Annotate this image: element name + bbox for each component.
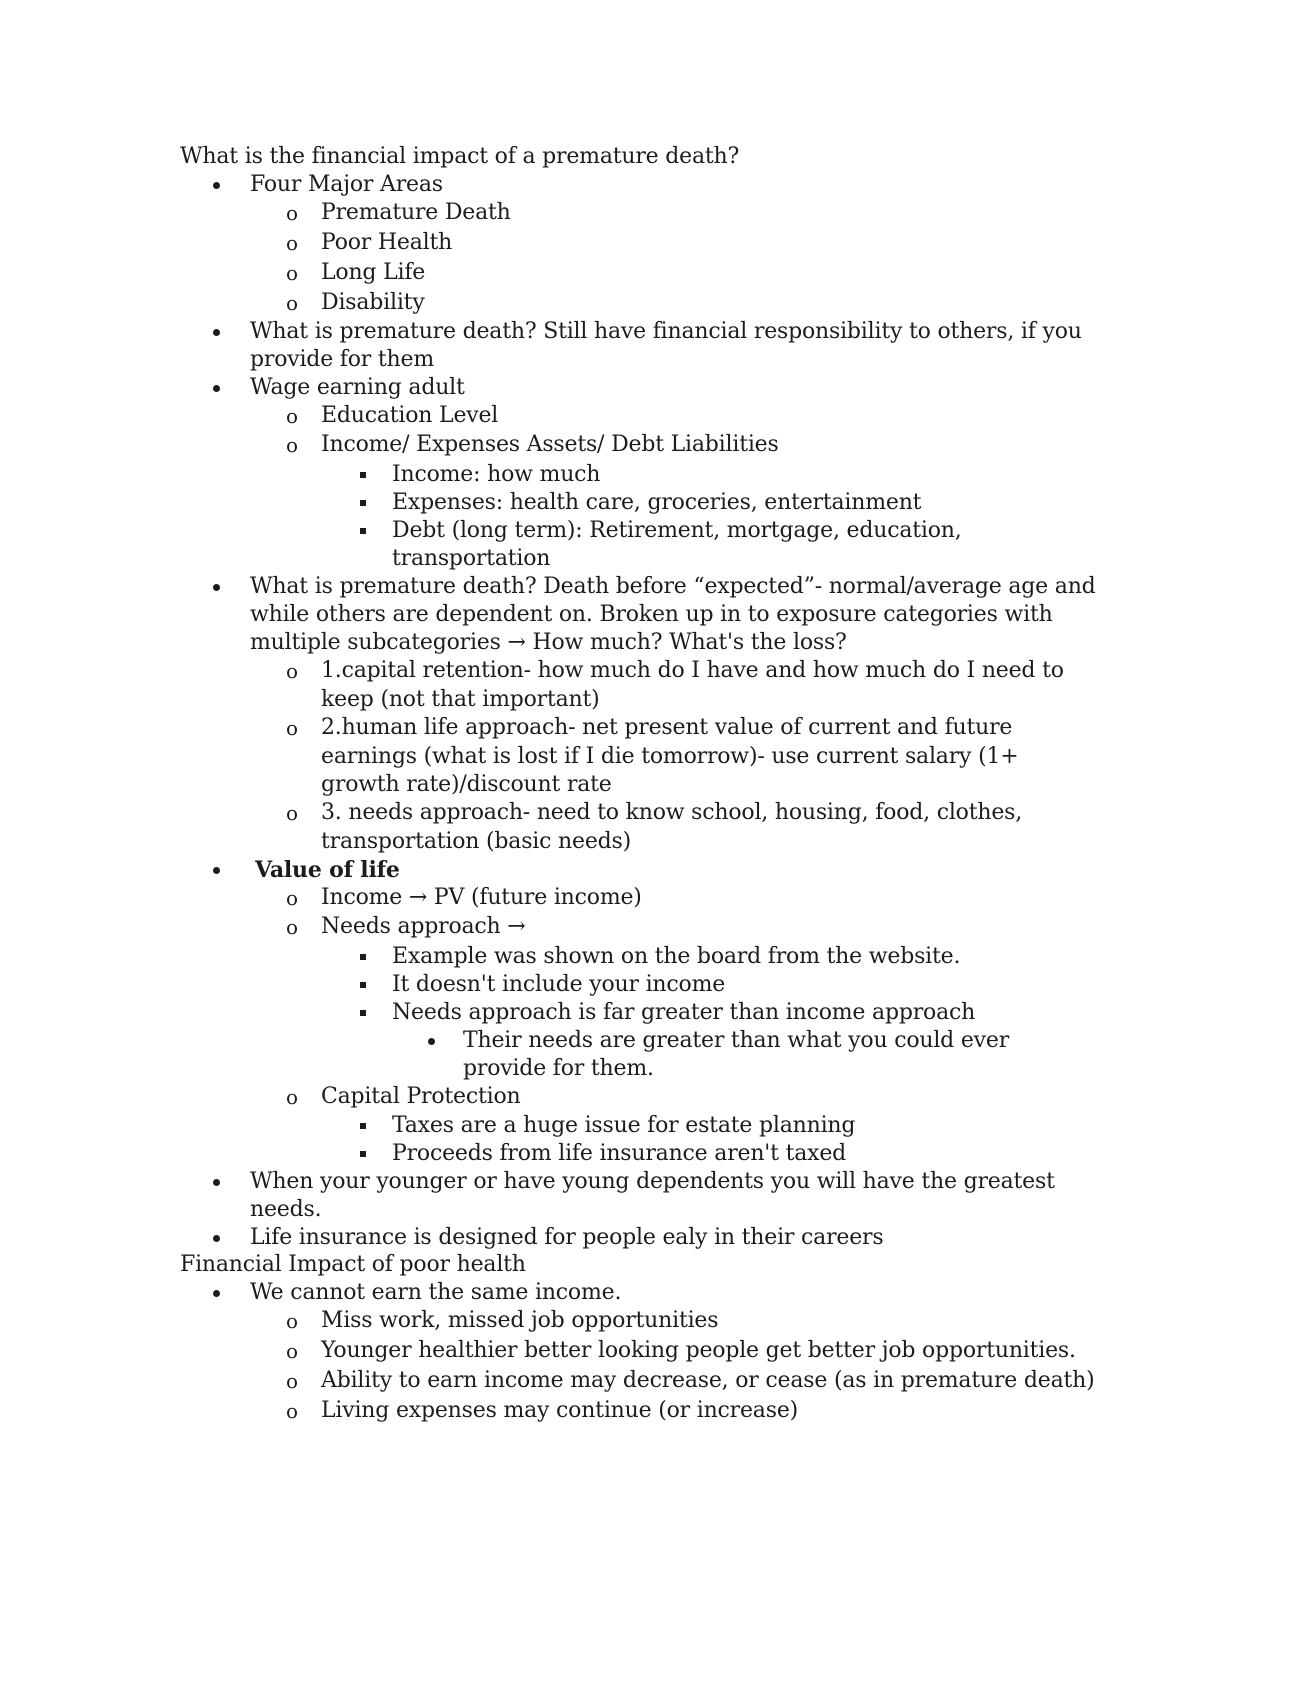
bullet-text: Four Major Areas: [250, 172, 443, 197]
section-title: Financial Impact of poor health: [180, 1252, 526, 1277]
list-item: transportation (basic needs): [321, 829, 632, 854]
list-item: Long Life: [321, 260, 426, 285]
list-item: Poor Health: [321, 230, 453, 255]
list-item: Income → PV (future income): [321, 885, 642, 910]
bullet-circle: o: [286, 801, 298, 825]
list-item: Ability to earn income may decrease, or cease (as in premature death): [321, 1368, 1095, 1393]
list-item: Income: how much: [392, 462, 601, 487]
list-item: Needs approach is far greater than income approach: [392, 1000, 976, 1025]
list-item: earnings (what is lost if I die tomorrow)- use current salary (1+: [321, 744, 1019, 769]
list-item: 3. needs approach- need to know school, housing, food, clothes,: [321, 800, 1023, 825]
list-item: keep (not that important): [321, 687, 600, 712]
bullet-circle: o: [286, 404, 298, 428]
list-item: growth rate)/discount rate: [321, 772, 612, 797]
list-item: 1.capital retention- how much do I have and how much do I need to: [321, 658, 1064, 683]
list-item: Education Level: [321, 403, 499, 428]
bullet-circle: o: [286, 231, 298, 255]
list-item: Debt (long term): Retirement, mortgage, education,: [392, 518, 962, 543]
list-item: Needs approach →: [321, 914, 526, 939]
bullet-circle: o: [286, 886, 298, 910]
list-item: provide for them.: [463, 1056, 654, 1081]
bullet-circle: o: [286, 1085, 298, 1109]
list-item: Their needs are greater than what you could ever: [463, 1028, 1010, 1053]
bullet-text: needs.: [250, 1197, 322, 1222]
bullet-text: When your younger or have young dependents you will have the greatest: [250, 1169, 1055, 1194]
bullet-circle: o: [286, 1369, 298, 1393]
bullet-circle: o: [286, 1339, 298, 1363]
list-item: transportation: [392, 546, 551, 571]
list-item: Disability: [321, 290, 425, 315]
bullet-text: provide for them: [250, 347, 434, 372]
bullet-text: Wage earning adult: [250, 375, 465, 400]
list-item: Premature Death: [321, 200, 511, 225]
bullet-text: We cannot earn the same income.: [250, 1280, 622, 1305]
bullet-circle: o: [286, 261, 298, 285]
bullet-circle: o: [286, 716, 298, 740]
bullet-circle: o: [286, 915, 298, 939]
bullet-text: multiple subcategories → How much? What's the loss?: [250, 630, 847, 655]
list-item: Miss work, missed job opportunities: [321, 1308, 719, 1333]
list-item: Younger healthier better looking people get better job opportunities.: [321, 1338, 1076, 1363]
bullet-circle: o: [286, 1309, 298, 1333]
bullet-text: What is premature death? Still have financial responsibility to others, if you: [250, 319, 1082, 344]
bullet-circle: o: [286, 1399, 298, 1423]
bullet-text: What is premature death? Death before “expected”- normal/average age and: [250, 574, 1096, 599]
list-item: Proceeds from life insurance aren't taxed: [392, 1141, 847, 1166]
bullet-circle: o: [286, 433, 298, 457]
bullet-heading: Value of life: [255, 857, 400, 883]
list-item: Living expenses may continue (or increase): [321, 1398, 799, 1423]
list-item: Taxes are a huge issue for estate planning: [392, 1113, 856, 1138]
bullet-circle: o: [286, 291, 298, 315]
list-item: It doesn't include your income: [392, 972, 726, 997]
bullet-circle: o: [286, 201, 298, 225]
bullet-circle: o: [286, 659, 298, 683]
bullet-text: while others are dependent on. Broken up in to exposure categories with: [250, 602, 1053, 627]
section-title: What is the financial impact of a premature death?: [180, 144, 740, 169]
list-item: Example was shown on the board from the website.: [392, 944, 961, 969]
list-item: Income/ Expenses Assets/ Debt Liabilities: [321, 432, 779, 457]
bullet-text: Life insurance is designed for people ealy in their careers: [250, 1225, 884, 1250]
list-item: Expenses: health care, groceries, entertainment: [392, 490, 922, 515]
list-item: 2.human life approach- net present value of current and future: [321, 715, 1013, 740]
list-item: Capital Protection: [321, 1084, 521, 1109]
